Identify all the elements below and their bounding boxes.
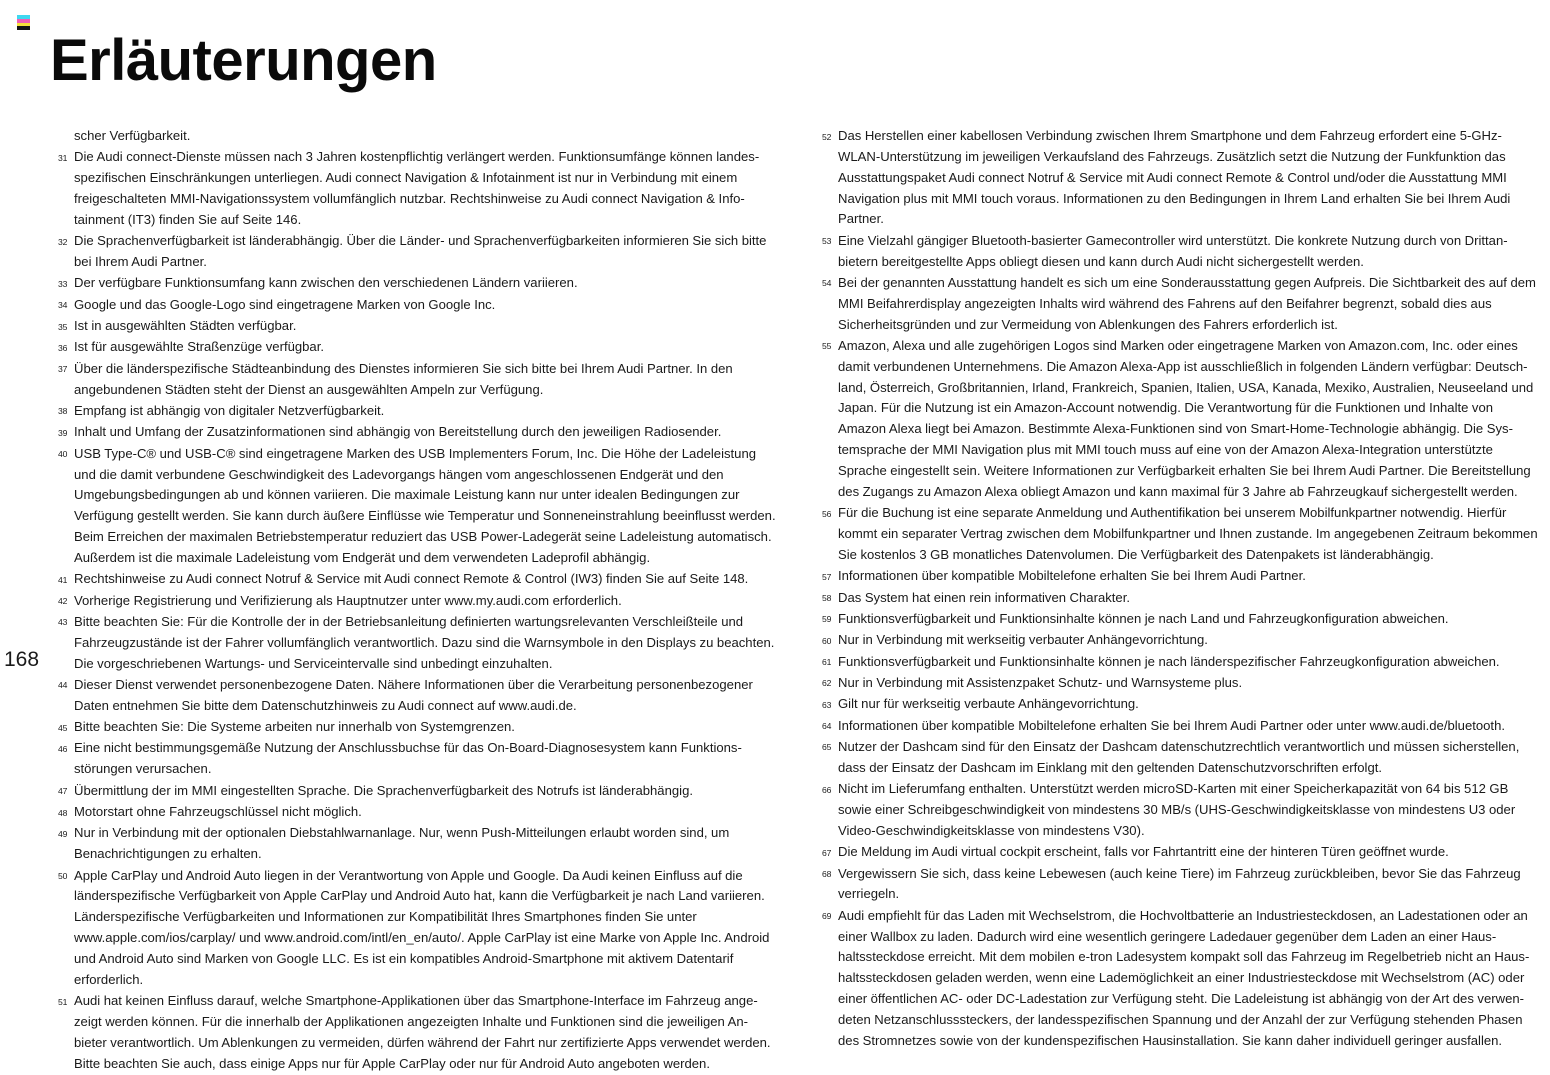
footnote-text: Bei der genannten Ausstattung handelt es sich um eine Sonderausstattung gegen Aufpreis. Die Sichtbarkeit des auf dem MMI Beifahrerdisplay angezeigten Inhalts wird während des Fahrens auf den Beifahrer begrenzt, sobald dies aus Sicherheitsgründen und zur Vermeidung von Ablenkungen des Fahrers erforderlich ist.	[838, 274, 1536, 332]
color-band-black	[17, 26, 30, 30]
footnote-text: Amazon, Alexa und alle zugehörigen Logos sind Marken oder eingetragene Marken von Amazon.com, Inc. oder eines damit verbundenen Unternehmens. Die Amazon Alexa-App ist ausschließlich in folgenden Ländern verfügbar: Deutschland, Österreich, Großbritannien, Irland, Frankreich, Spanien, Italien, USA, Kanada, Mexiko, Australien, Neuseeland und Japan. Für die Nutzung ist ein Amazon-Account notwendig. Die Verantwortung für die Funktionen und Inhalte von Amazon Alexa liegt bei Amazon. Bestimmte Alexa-Funktionen sind von Smart-Home-Technologie abhängig. Die Systemsprache der MMI Navigation plus mit MMI touch muss auf eine von der Amazon Alexa-Integration unterstützte Sprache eingestellt sein. Weitere Informationen zur Verfügbarkeit erhalten Sie bei Ihrem Audi Partner. Die Bereitstellung des Zugangs zu Amazon Alexa obliegt Amazon und kann maximal für 3 Jahre ab Fahrzeugkauf sichergestellt werden.	[838, 337, 1534, 499]
footnote-marker: 41	[58, 574, 68, 585]
footnote-text: Bitte beachten Sie: Die Systeme arbeiten nur innerhalb von Systemgrenzen.	[74, 719, 515, 735]
footnote-item	[58, 337, 776, 358]
footnote-marker: 57	[822, 571, 832, 582]
footnote-text: Empfang ist abhängig von digitaler Netzverfügbarkeit.	[74, 402, 385, 418]
footnote-text: Das Herstellen einer kabellosen Verbindung zwischen Ihrem Smartphone und dem Fahrzeug erfordert eine 5-GHz-WLAN-Unterstützung im jeweiligen Verkaufsland des Fahrzeugs. Zusätzlich setzt die Nutzung der Funkfunktion das Ausstattungspaket Audi connect Notruf & Service mit Audi connect Remote & Control und/oder die Ausstattung MMI Navigation plus mit MMI touch voraus. Informationen zu den Bedingungen in Ihrem Land erhalten Sie bei Ihrem Audi Partner.	[838, 128, 1511, 227]
page-number: 168	[4, 648, 40, 671]
footnote-marker: 48	[58, 807, 68, 818]
footnote-item	[822, 673, 1540, 694]
footnote-text: Rechtshinweise zu Audi connect Notruf & Service mit Audi connect Remote & Control (IW3) finden Sie auf Seite 148.	[74, 571, 749, 587]
footnote-item	[822, 906, 1540, 1052]
footnote-item	[58, 316, 776, 337]
footnote-item	[58, 422, 776, 443]
footnote-marker: 34	[58, 300, 68, 311]
cmyk-color-bar-icon	[17, 15, 30, 30]
footnote-text: Die Meldung im Audi virtual cockpit erscheint, falls vor Fahrtantritt eine der hinteren Türen geöffnet wurde.	[838, 844, 1449, 860]
footnote-list-left	[58, 126, 776, 147]
footnotes-column-right	[822, 126, 1540, 1052]
footnote-item	[822, 737, 1540, 779]
footnote-item	[58, 781, 776, 802]
footnote-item	[822, 336, 1540, 503]
footnote-list-right	[822, 126, 1540, 1052]
footnote-marker: 49	[58, 828, 68, 839]
footnote-marker: 52	[822, 131, 832, 142]
footnote-text: Audi empfiehlt für das Laden mit Wechselstrom, die Hochvoltbatterie an Industriesteckdosen, an Ladestationen oder an einer Wallbox zu laden. Dadurch wird eine wesentlich geringere Ladedauer gegenüber dem Laden an einer Haushaltssteckdose erreicht. Mit dem mobilen e-tron Ladesystem kompakt soll das Fahrzeug im Regelbetrieb nicht an Haushaltssteckdosen geladen werden, wenn eine Lademöglichkeit an einer Industriesteckdose mit Wechselstrom (AC) oder einer öffentlichen AC- oder DC-Ladestation zur Verfügung steht. Die Ladeleistung ist abhängig von der Art des verwendeten Netzanschlusssteckers, der landesspezifischen Spannung und der Anzahl der zur Verfügung stehenden Phasen des Stromnetzes sowie von der kundenspezifischen Hausinstallation. Sie kann daher individuell geringer ausfallen.	[838, 907, 1530, 1048]
footnote-item	[822, 231, 1540, 273]
footnote-text: Vorherige Registrierung und Verifizierung als Hauptnutzer unter www.my.audi.com erforderlich.	[74, 592, 622, 608]
footnote-marker: 44	[58, 680, 68, 691]
footnote-item	[58, 359, 776, 401]
footnote-text: Funktionsverfügbarkeit und Funktionsinhalte können je nach Land und Fahrzeugkonfiguration abweichen.	[838, 610, 1449, 626]
footnote-item	[58, 612, 776, 675]
footnote-text: Das System hat einen rein informativen Charakter.	[838, 589, 1130, 605]
footnote-text: Inhalt und Umfang der Zusatzinformationen sind abhängig von Bereitstellung durch den jeweiligen Radiosender.	[74, 424, 722, 440]
footnote-marker: 37	[58, 364, 68, 375]
footnote-marker: 36	[58, 342, 68, 353]
footnote-item	[822, 609, 1540, 630]
footnote-marker: 63	[822, 699, 832, 710]
footnote-marker: 62	[822, 678, 832, 689]
footnote-item	[58, 147, 776, 230]
footnote-marker: 42	[58, 596, 68, 607]
footnote-text: Ist in ausgewählten Städten verfügbar.	[74, 318, 297, 334]
footnote-item	[58, 823, 776, 865]
footnote-text: Übermittlung der im MMI eingestellten Sprache. Die Sprachenverfügbarkeit des Notrufs ist länderabhängig.	[74, 782, 693, 798]
footnote-marker: 31	[58, 152, 68, 163]
footnote-marker: 35	[58, 321, 68, 332]
footnote-item	[822, 273, 1540, 336]
footnote-marker: 40	[58, 449, 68, 460]
footnote-marker: 46	[58, 743, 68, 754]
footnote-text: Motorstart ohne Fahrzeugschlüssel nicht möglich.	[74, 804, 362, 819]
footnote-item	[58, 569, 776, 590]
footnote-item	[58, 295, 776, 316]
footnote-text: Informationen über kompatible Mobiltelefone erhalten Sie bei Ihrem Audi Partner oder unter www.audi.de/bluetooth.	[838, 717, 1505, 733]
footnote-text: Vergewissern Sie sich, dass keine Lebewesen (auch keine Tiere) im Fahrzeug zurückbleiben, bevor Sie das Fahrzeug verriegeln.	[838, 865, 1521, 902]
footnote-text: Die Sprachenverfügbarkeit ist länderabhängig. Über die Länder- und Sprachenverfügbarkeiten informieren Sie sich bitte bei Ihrem Audi Partner.	[74, 233, 767, 270]
footnote-item	[58, 231, 776, 273]
footnote-text: Dieser Dienst verwendet personenbezogene Daten. Nähere Informationen über die Verarbeitung personenbezogener Daten entnehmen Sie bitte dem Datenschutzhinweis zu Audi connect auf www.audi.de.	[74, 676, 753, 713]
footnote-marker: 59	[822, 614, 832, 625]
footnote-item	[58, 444, 776, 569]
footnotes-body	[0, 126, 1550, 1071]
footnote-marker: 54	[822, 278, 832, 289]
footnote-item	[58, 401, 776, 422]
footnote-text: Funktionsverfügbarkeit und Funktionsinhalte können je nach länderspezifischer Fahrzeugkonfiguration abweichen.	[838, 653, 1500, 669]
footnote-item	[822, 694, 1540, 715]
footnote-marker: 64	[822, 721, 832, 732]
footnote-item	[58, 273, 776, 294]
page-title: Erläuterungen	[50, 27, 437, 93]
footnote-text: Für die Buchung ist eine separate Anmeldung und Authentifikation bei unserem Mobilfunkpartner notwendig. Hierfür kommt ein separater Vertrag zwischen dem Mobilfunkpartner und Ihnen zustande. Im angegebenen Zeitraum bekommen Sie kostenlos 3 GB monatliches Datenvolumen. Die Verfügbarkeit des Datenpakets ist länderabhängig.	[838, 505, 1538, 562]
footnotes-column-left	[58, 126, 776, 1075]
footnote-text: Nur in Verbindung mit Assistenzpaket Schutz- und Warnsysteme plus.	[838, 674, 1243, 690]
footnote-text: Google und das Google-Logo sind eingetragene Marken von Google Inc.	[74, 296, 496, 312]
footnote-item	[822, 630, 1540, 651]
footnote-item	[822, 779, 1540, 842]
footnote-text: Über die länderspezifische Städteanbindung des Dienstes informieren Sie sich bitte bei Ihrem Audi Partner. In den angebundenen Städten steht der Dienst an ausgewählten Ampeln zur Verfügung.	[74, 360, 733, 397]
footnote-marker: 65	[822, 742, 832, 753]
footnote-list-left-numbered	[58, 147, 776, 1074]
footnote-marker: 53	[822, 236, 832, 247]
footnote-marker: 69	[822, 911, 832, 922]
footnote-item	[822, 126, 1540, 230]
footnote-item	[822, 652, 1540, 673]
footnote-marker: 33	[58, 278, 68, 289]
footnote-item	[58, 675, 776, 717]
footnote-marker: 55	[822, 341, 832, 352]
page-header	[0, 0, 1550, 93]
footnote-item	[58, 866, 776, 991]
footnote-item	[58, 717, 776, 738]
footnote-marker: 68	[822, 869, 832, 880]
footnote-marker: 39	[58, 427, 68, 438]
footnote-marker: 47	[58, 786, 68, 797]
footnote-item	[58, 738, 776, 780]
footnote-item	[58, 802, 776, 823]
footnote-marker: 43	[58, 617, 68, 628]
footnote-text: Eine nicht bestimmungsgemäße Nutzung der Anschlussbuchse für das On-Board-Diagnosesystem kann Funktionsstörungen verursachen.	[74, 740, 742, 777]
footnote-text: Nur in Verbindung mit werkseitig verbauter Anhängevorrichtung.	[838, 632, 1208, 648]
footnote-text: Nicht im Lieferumfang enthalten. Unterstützt werden microSD-Karten mit einer Speicherkapazität von 64 bis 512 GB sowie einer Schreibgeschwindigkeit von mindestens 30 MB/s (UHS-Geschwindigkeitsklasse von mindestens U3 oder Video-Geschwindigkeitsklasse von mindestens V30).	[838, 781, 1516, 838]
footnote-text: Gilt nur für werkseitig verbaute Anhängevorrichtung.	[838, 696, 1139, 712]
footnote-marker: 61	[822, 657, 832, 668]
footnote-text: Nur in Verbindung mit der optionalen Diebstahlwarnanlage. Nur, wenn Push-Mitteilungen erlaubt worden sind, um Benachrichtigungen zu erhalten.	[74, 825, 730, 862]
footnote-marker: 38	[58, 406, 68, 417]
footnote-marker: 66	[822, 784, 832, 795]
footnote-marker: 60	[822, 635, 832, 646]
footnote-item	[822, 566, 1540, 587]
footnote-marker: 56	[822, 508, 832, 519]
footnote-text: USB Type-C® und USB-C® sind eingetragene Marken des USB Implementers Forum, Inc. Die Höhe der Ladeleistung und die damit verbundene Geschwindigkeit des Ladevorgangs hängen vom angeschlossenen Endgerät und den Umgebungsbedingungen ab und können variieren. Die maximale Leistung kann nur unter idealen Bedingungen zur Verfügung gestellt werden. Sie kann durch äußere Einflüsse wie Temperatur und Sonneneinstrahlung beeinflusst werden. Beim Erreichen der maximalen Betriebstemperatur reduziert das USB Power-Ladegerät seine Ladeleistung automatisch. Außerdem ist die maximale Ladeleistung vom Endgerät und dem verwendeten Ladeprofil abhängig.	[74, 445, 776, 565]
footnote-text: Informationen über kompatible Mobiltelefone erhalten Sie bei Ihrem Audi Partner.	[838, 568, 1306, 584]
footnote-text: Audi hat keinen Einfluss darauf, welche Smartphone-Applikationen über das Smartphone-Interface im Fahrzeug angezeigt werden können. Für die innerhalb der Applikationen angezeigten Inhalte und Funktionen sind die jeweiligen Anbieter verantwortlich. Um Ablenkungen zu vermeiden, dürfen während der Fahrt nur zertifizierte Apps verwendet werden. Bitte beachten Sie auch, dass einige Apps nur für Apple CarPlay oder nur für Android Auto angeboten werden.	[74, 993, 771, 1071]
footnote-marker: 50	[58, 871, 68, 882]
footnote-item	[58, 991, 776, 1074]
footnote-item	[822, 864, 1540, 906]
footnote-marker: 51	[58, 996, 68, 1007]
footnote-item	[822, 842, 1540, 863]
footnote-text: Bitte beachten Sie: Für die Kontrolle der in der Betriebsanleitung definierten wartungsrelevanten Verschleißteile und Fahrzeugzustände ist der Fahrer vollumfänglich verantwortlich. Dazu sind die Warnsymbole in den Displays zu beachten. Die vorgeschriebenen Wartungs- und Serviceintervalle sind unbedingt einzuhalten.	[74, 613, 775, 671]
footnote-marker: 67	[822, 847, 832, 858]
footnote-item	[822, 716, 1540, 737]
footnote-text: Die Audi connect-Dienste müssen nach 3 Jahren kostenpflichtig verlängert werden. Funktionsumfänge können landesspezifischen Einschränkungen unterliegen. Audi connect Navigation & Infotainment ist nur in Verbindung mit einem freigeschalteten MMI-Navigationssystem vollumfänglich nutzbar. Rechtshinweise zu Audi connect Navigation & Infotainment (IT3) finden Sie auf Seite 146.	[74, 149, 760, 227]
footnote-marker: 32	[58, 236, 68, 247]
footnote-marker: 45	[58, 722, 68, 733]
footnote-continuation: scher Verfügbarkeit.	[74, 128, 191, 143]
footnote-item	[822, 503, 1540, 566]
footnote-text: Ist für ausgewählte Straßenzüge verfügbar.	[74, 339, 324, 355]
footnote-text: Apple CarPlay und Android Auto liegen in der Verantwortung von Apple und Google. Da Audi keinen Einfluss auf die länderspezifische Verfügbarkeit von Apple CarPlay und Android Auto hat, kann die Verfügbarkeit je nach Land variieren. Länderspezifische Verfügbarkeiten und Informationen zur Kompatibilität Ihres Smartphones finden Sie unter www.apple.com/ios/carplay/ und www.android.com/intl/en_en/auto/. Apple CarPlay ist eine Marke von Apple Inc. Android und Android Auto sind Marken von Google LLC. Es ist ein kompatibles Android-Smartphone mit aktivem Datentarif erforderlich.	[74, 867, 770, 987]
footnote-text: Nutzer der Dashcam sind für den Einsatz der Dashcam datenschutzrechtlich verantwortlich und müssen sicherstellen, dass der Einsatz der Dashcam im Einklang mit den geltenden Datenschutzvorschriften erfolgt.	[838, 738, 1520, 775]
footnote-item	[822, 588, 1540, 609]
footnote-marker: 58	[822, 593, 832, 604]
footnote-text: Eine Vielzahl gängiger Bluetooth-basierter Gamecontroller wird unterstützt. Die konkrete Nutzung durch von Drittanbietern bereitgestellte Apps obliegt diesen und kann durch Audi nicht sichergestellt werden.	[838, 232, 1508, 269]
footnote-text: Der verfügbare Funktionsumfang kann zwischen den verschiedenen Ländern variieren.	[74, 275, 578, 291]
footnote-item	[58, 591, 776, 612]
